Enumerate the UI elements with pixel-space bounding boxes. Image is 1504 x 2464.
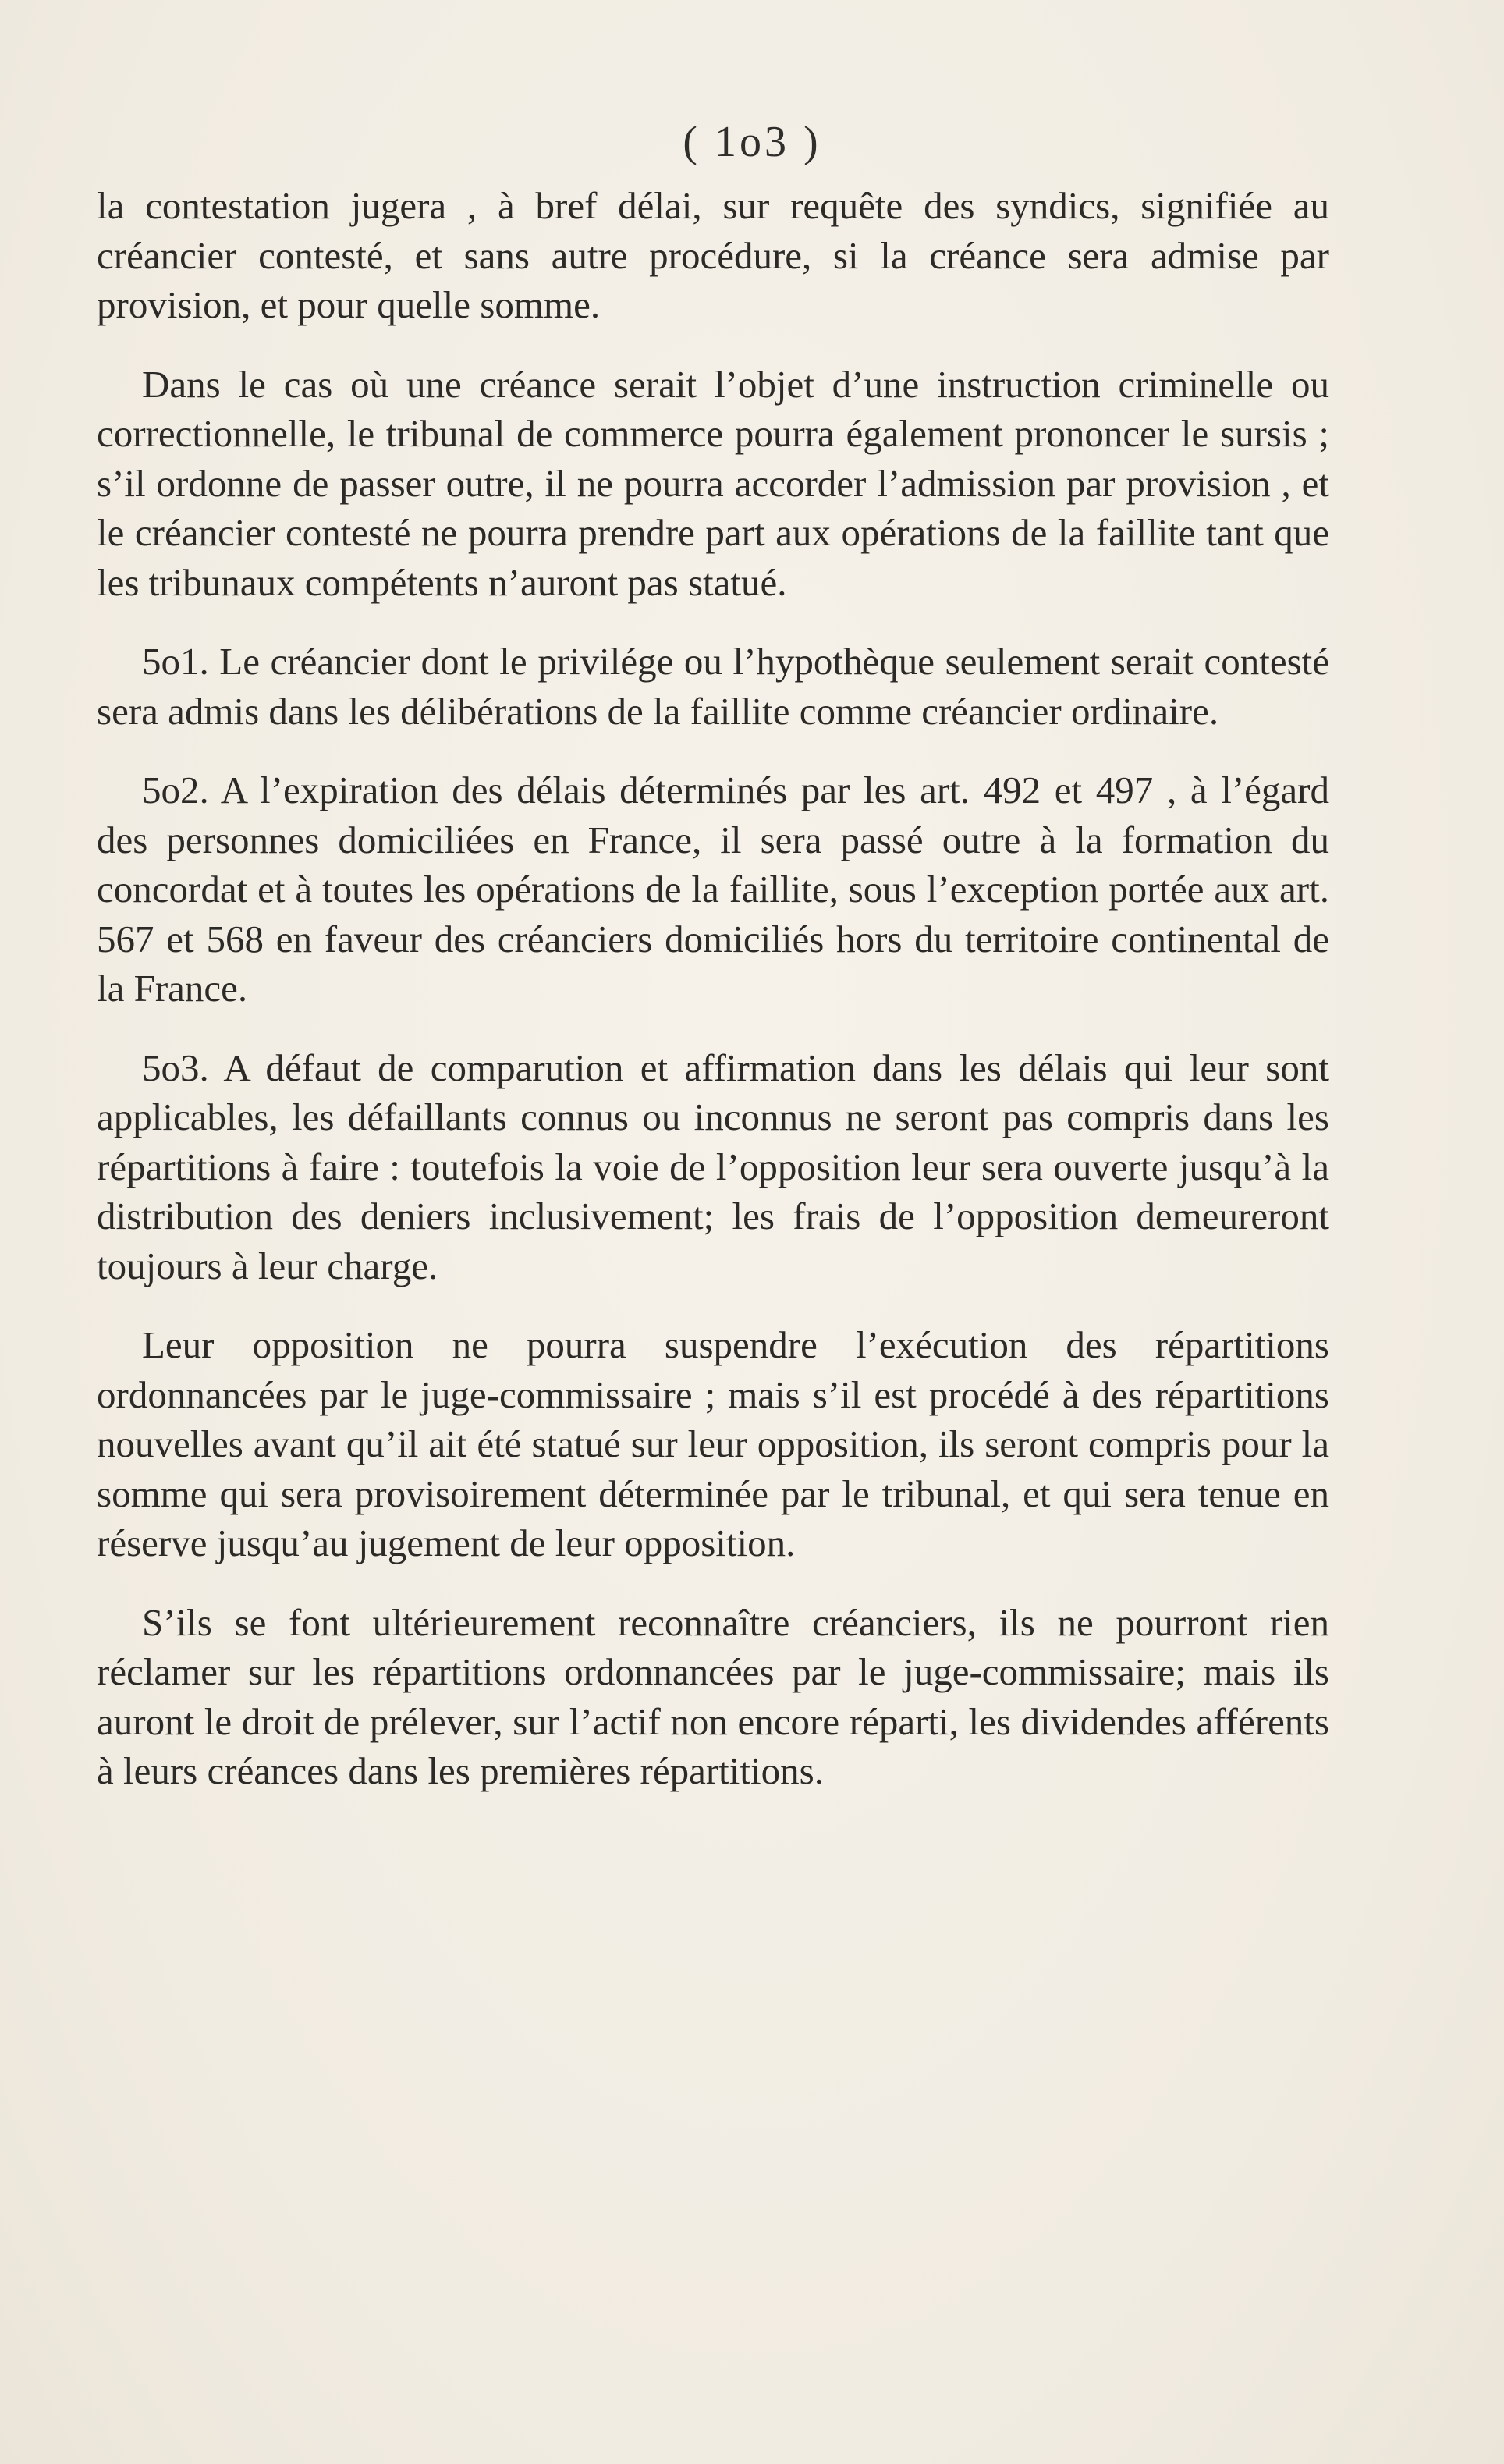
page-number: ( 1o3 ) bbox=[683, 118, 821, 166]
article-501: 5o1. Le créancier dont le privilége ou l’hypothèque seulement serait contesté sera admis dans les délibérations de la faillite comme créancier ordinaire. bbox=[97, 640, 1329, 733]
body-text bbox=[97, 181, 1329, 1796]
paragraph-criminal-instruction: Dans le cas où une créance serait l’objet d’une instruction criminelle ou correctionnelle, le tribunal de commerce pourra également prononcer le sursis ; s’il ordonne de passer outre, il ne pourra accorder l’admission par provision , et le créancier contesté ne pourra prendre part aux opérations de la faillite tant que les tribunaux compétents n’auront pas statué. bbox=[97, 362, 1329, 604]
article-502: 5o2. A l’expiration des délais déterminés par les art. 492 et 497 , à l’égard des personnes domiciliées en France, il sera passé outre à la formation du concordat et à toutes les opérations de la faillite, sous l’exception portée aux art. 567 et 568 en faveur des créanciers domiciliés hors du territoire continental de la France. bbox=[97, 769, 1329, 1010]
article-503: 5o3. A défaut de comparution et affirmation dans les délais qui leur sont applicables, les défaillants connus ou inconnus ne seront pas compris dans les répartitions à faire : toutefois la voie de l’opposition leur sera ouverte jusqu’à la distribution des deniers inclusivement; les frais de l’opposition demeureront toujours à leur charge. bbox=[97, 1046, 1329, 1287]
paragraph-opposition: Leur opposition ne pourra suspendre l’exécution des répartitions ordonnancées par le juge-commissaire ; mais s’il est procédé à des répartitions nouvelles avant qu’il ait été statué sur leur opposition, ils seront compris pour la somme qui sera provisoirement déterminée par le tribunal, et qui sera tenue en réserve jusqu’au jugement de leur opposition. bbox=[97, 1323, 1329, 1564]
paragraph-late-creditors: S’ils se font ultérieurement reconnaître créanciers, ils ne pourront rien réclamer sur les répartitions ordonnancées par le juge-commissaire; mais ils auront le droit de prélever, sur l’actif non encore réparti, les dividendes afférents à leurs créances dans les premières répartitions. bbox=[97, 1600, 1329, 1792]
paragraph-continuation: la contestation jugera , à bref délai, sur requête des syndics, signifiée au créancier contesté, et sans autre procédure, si la créance sera admise par provision, et pour quelle somme. bbox=[97, 184, 1329, 326]
